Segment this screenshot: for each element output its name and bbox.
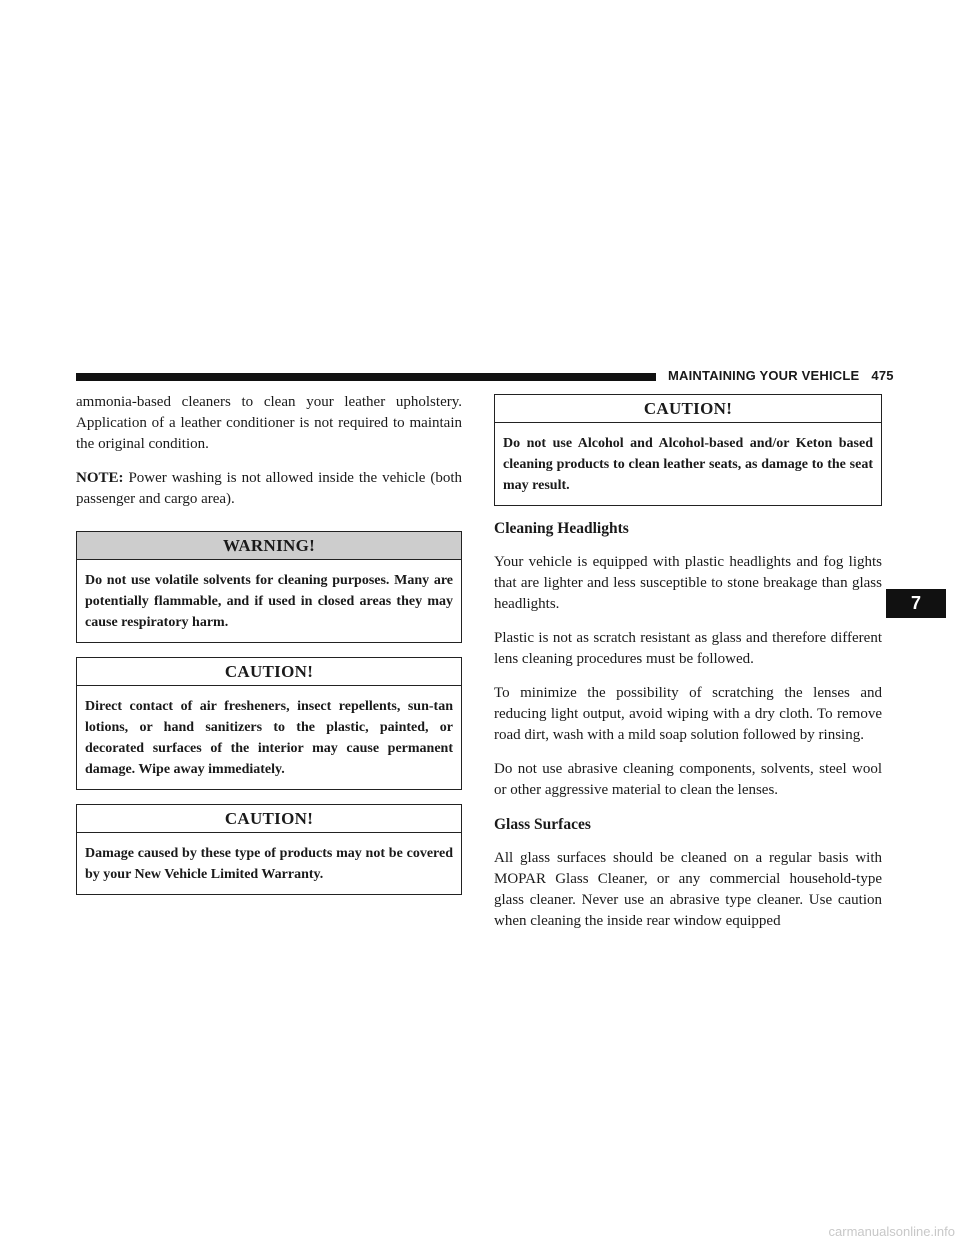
left-column xyxy=(76,392,462,909)
heading-cleaning-headlights: Cleaning Headlights xyxy=(494,520,629,537)
header-rule xyxy=(76,373,656,381)
watermark: carmanualsonline.info xyxy=(828,1224,955,1239)
paragraph-headlights-4: Do not use abrasive cleaning components, solvents, steel wool or other aggressive material to clean the lenses. xyxy=(494,761,882,798)
paragraph-headlights-2: Plastic is not as scratch resistant as glass and therefore different lens cleaning procedures must be followed. xyxy=(494,630,882,667)
right-column xyxy=(494,394,882,945)
warning-body: Do not use volatile solvents for cleaning purposes. Many are potentially flammable, and if used in closed areas they may cause respiratory harm. xyxy=(85,573,453,630)
section-title: MAINTAINING YOUR VEHICLE xyxy=(668,367,860,383)
warning-box xyxy=(76,531,462,643)
page-number: 475 xyxy=(871,367,894,383)
paragraph-headlights-3: To minimize the possibility of scratching the lenses and reducing light output, avoid wiping with a dry cloth. To remove road dirt, wash with a mild soap solution followed by rinsing. xyxy=(494,685,882,743)
heading-glass-surfaces: Glass Surfaces xyxy=(494,816,591,833)
caution-box-leather-seats xyxy=(494,394,882,506)
note-label: NOTE: xyxy=(76,470,124,486)
caution-box-air-fresheners xyxy=(76,657,462,790)
running-header xyxy=(668,364,894,386)
caution-title: CAUTION! xyxy=(495,395,881,423)
caution-body: Damage caused by these type of products may not be covered by your New Vehicle Limited Warranty. xyxy=(85,846,453,882)
paragraph-headlights-1: Your vehicle is equipped with plastic headlights and fog lights that are lighter and less susceptible to stone breakage than glass headlights. xyxy=(494,554,882,612)
note-paragraph xyxy=(76,468,462,510)
caution-body: Do not use Alcohol and Alcohol-based and/or Keton based cleaning products to clean leather seats, as damage to the seat may result. xyxy=(503,436,873,493)
note-text: Power washing is not allowed inside the vehicle (both passenger and cargo area). xyxy=(76,470,462,507)
warning-title: WARNING! xyxy=(77,532,461,560)
caution-body: Direct contact of air fresheners, insect repellents, sun-tan lotions, or hand sanitizers to the plastic, painted, or decorated surfaces of the interior may cause permanent damage. Wipe away immediately. xyxy=(85,699,453,777)
chapter-tab: 7 xyxy=(886,589,946,618)
paragraph-glass-1: All glass surfaces should be cleaned on a regular basis with MOPAR Glass Cleaner, or any commercial household-type glass cleaner. Never use an abrasive type cleaner. Use caution when cleaning the inside rear window equipped xyxy=(494,850,882,929)
caution-box-warranty xyxy=(76,804,462,895)
caution-title: CAUTION! xyxy=(77,805,461,833)
caution-title: CAUTION! xyxy=(77,658,461,686)
paragraph-leather: ammonia-based cleaners to clean your leather upholstery. Application of a leather conditioner is not required to maintain the original condition. xyxy=(76,394,462,452)
